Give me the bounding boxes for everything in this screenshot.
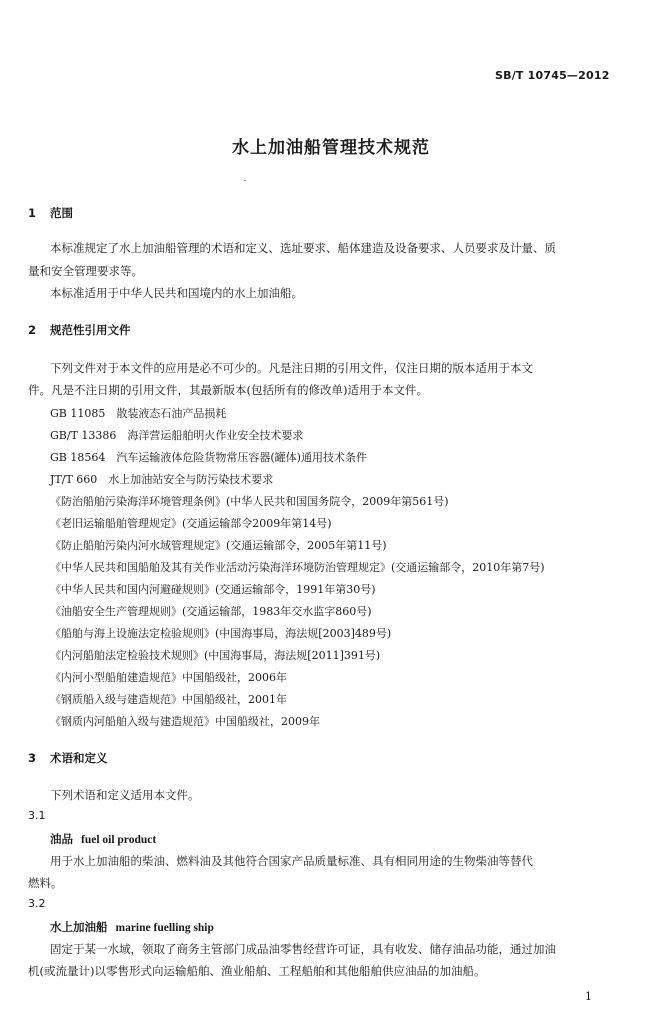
term-zh: 油品 [50, 832, 73, 846]
term-number: 3.1 [28, 809, 46, 822]
term-definition: 机(或流量计)以零售形式向运输船舶、渔业船舶、工程船舶和其他船舶供应油品的加油船。 [28, 964, 486, 978]
term-definition: 固定于某一水域，领取了商务主管部门成品油零售经营许可证，具有收发、储存油品功能，通过加油 [50, 942, 556, 956]
reference-item: 《油船安全生产管理规则》(交通运输部，1983年交水监字860号) [50, 605, 372, 618]
term-en: marine fuelling ship [115, 922, 214, 934]
reference-item: 《老旧运输船舶管理规定》(交通运输部令2009年第14号) [50, 517, 332, 530]
term-en: fuel oil product [81, 834, 157, 846]
reference-item: 《防治船舶污染海洋环境管理条例》(中华人民共和国国务院令，2009年第561号) [50, 495, 449, 508]
section-3-heading [28, 750, 108, 766]
section-number: 3 [28, 751, 37, 765]
section-1-heading [28, 205, 73, 221]
section-title: 规范性引用文件 [50, 323, 131, 337]
term-definition: 燃料。 [28, 876, 63, 890]
reference-item: GB/T 13386 海洋营运船舶明火作业安全技术要求 [50, 429, 304, 442]
section-title: 范围 [50, 206, 73, 220]
section-number: 1 [28, 206, 37, 220]
page-title: 水上加油船管理技术规范 [232, 138, 430, 158]
paragraph: 量和安全管理要求等。 [28, 264, 143, 278]
term-title [50, 831, 156, 847]
reference-item: JT/T 660 水上加油站安全与防污染技术要求 [50, 473, 274, 486]
reference-item: 《船舶与海上设施法定检验规则》(中国海事局，海法规[2003]489号) [50, 627, 392, 640]
section-2-heading [28, 322, 131, 338]
reference-item: GB 18564 汽车运输液体危险货物常压容器(罐体)通用技术条件 [50, 451, 367, 464]
reference-item: 《防止船舶污染内河水域管理规定》(交通运输部令，2005年第11号) [50, 539, 387, 552]
paragraph: 本标准适用于中华人民共和国境内的水上加油船。 [50, 286, 303, 300]
paragraph: 件。凡是不注日期的引用文件，其最新版本(包括所有的修改单)适用于本文件。 [28, 383, 428, 397]
page-number: 1 [585, 990, 592, 1003]
paragraph: 本标准规定了水上加油船管理的术语和定义、选址要求、船体建造及设备要求、人员要求及计量、质 [50, 241, 556, 255]
reference-item: 《钢质内河船舶入级与建造规范》中国船级社，2009年 [50, 715, 320, 728]
reference-item: 《钢质船入级与建造规范》中国船级社，2001年 [50, 693, 287, 706]
reference-item: GB 11085 散装液态石油产品损耗 [50, 407, 227, 420]
scan-dot [244, 180, 246, 181]
reference-item: 《内河小型船舶建造规范》中国船级社，2006年 [50, 671, 287, 684]
standard-code: SB/T 10745—2012 [495, 69, 610, 82]
section-title: 术语和定义 [50, 751, 108, 765]
section-number: 2 [28, 323, 37, 337]
term-number: 3.2 [28, 897, 46, 910]
paragraph: 下列术语和定义适用本文件。 [50, 788, 200, 802]
reference-item: 《中华人民共和国船舶及其有关作业活动污染海洋环境防治管理规定》(交通运输部令，2010年第7号) [50, 561, 545, 574]
paragraph: 下列文件对于本文件的应用是必不可少的。凡是注日期的引用文件，仅注日期的版本适用于本文 [50, 361, 533, 375]
reference-item: 《内河船舶法定检验技术规则》(中国海事局，海法规[2011]391号) [50, 649, 381, 662]
reference-item: 《中华人民共和国内河避碰规则》(交通运输部令，1991年第30号) [50, 583, 376, 596]
term-definition: 用于水上加油船的柴油、燃料油及其他符合国家产品质量标准、具有相同用途的生物柴油等替代 [50, 854, 533, 868]
term-title [50, 919, 214, 935]
term-zh: 水上加油船 [50, 920, 108, 934]
